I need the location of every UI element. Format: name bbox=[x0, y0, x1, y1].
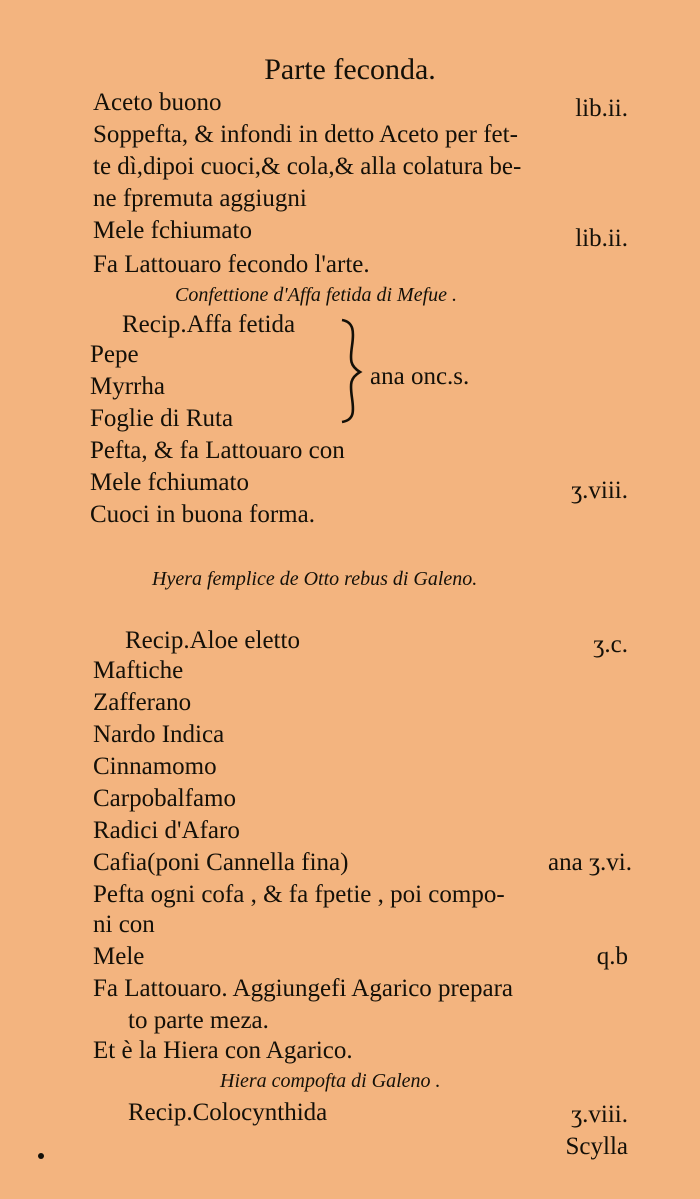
amount: ʒ.viii. bbox=[571, 477, 628, 504]
ingredient-line: Cafia(poni Cannella fina) bbox=[93, 849, 349, 876]
section-heading: Hiera compofta di Galeno . bbox=[220, 1070, 441, 1092]
amount: lib.ii. bbox=[575, 225, 628, 252]
page-title: Parte feconda. bbox=[264, 53, 436, 86]
text-line: te dì,dipoi cuoci,& cola,& alla colatura be- bbox=[93, 153, 522, 180]
ingredient-line: Nardo Indica bbox=[93, 721, 225, 748]
text-line: Pefta, & fa Lattouaro con bbox=[90, 437, 345, 464]
ingredient-line: Zafferano bbox=[93, 689, 192, 716]
text-line: Soppefta, & infondi in detto Aceto per fet- bbox=[93, 121, 518, 148]
ingredient-line: Radici d'Afaro bbox=[93, 817, 240, 844]
text-line: Aceto buono bbox=[93, 89, 222, 116]
text-line: Cuoci in buona forma. bbox=[90, 501, 315, 528]
recipe-line: Recip.Colocynthida bbox=[128, 1099, 328, 1126]
amount: ana ʒ.vi. bbox=[548, 849, 632, 876]
ingredient-line: Mele bbox=[93, 943, 145, 970]
text-line: ne fpremuta aggiugni bbox=[93, 185, 307, 212]
text-line: Mele fchiumato bbox=[90, 469, 249, 496]
section-heading: Confettione d'Affa fetida di Mefue . bbox=[175, 284, 458, 306]
text-line: Fa Lattouaro fecondo l'arte. bbox=[93, 251, 370, 278]
amount: q.b bbox=[596, 943, 628, 970]
section-heading: Hyera femplice de Otto rebus di Galeno. bbox=[152, 568, 478, 590]
recipe-line: Recip.Aloe eletto bbox=[125, 627, 300, 654]
ink-spot bbox=[38, 1153, 44, 1159]
text-line: Fa Lattouaro. Aggiungefi Agarico prepara bbox=[93, 975, 513, 1002]
text-line: to parte meza. bbox=[128, 1007, 269, 1034]
text-line: Pefta ogni cofa , & fa fpetie , poi compo- bbox=[93, 881, 505, 908]
text-line: ni con bbox=[93, 911, 155, 938]
amount: lib.ii. bbox=[575, 95, 628, 122]
ingredient-line: Myrrha bbox=[90, 373, 165, 400]
text-line: Mele fchiumato bbox=[93, 217, 252, 244]
ingredient-line: Foglie di Ruta bbox=[90, 405, 234, 432]
ingredient-line: Pepe bbox=[90, 341, 139, 368]
ingredient-line: Maftiche bbox=[93, 657, 184, 684]
amount: ʒ.viii. bbox=[571, 1101, 628, 1128]
amount: ʒ.c. bbox=[593, 631, 628, 658]
recipe-line: Recip.Affa fetida bbox=[122, 311, 296, 338]
text-line: Et è la Hiera con Agarico. bbox=[93, 1037, 353, 1064]
brace-amount: ana onc.s. bbox=[370, 363, 470, 390]
ingredient-line: Carpobalfamo bbox=[93, 785, 237, 812]
ingredient-line: Cinnamomo bbox=[93, 753, 217, 780]
catchword: Scylla bbox=[565, 1133, 628, 1160]
